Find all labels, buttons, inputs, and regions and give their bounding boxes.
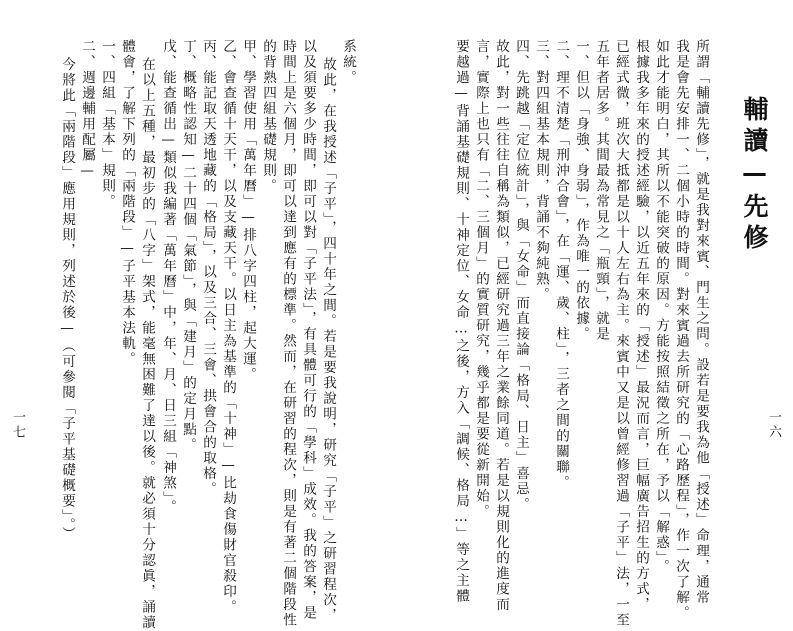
text-column: 故此，在我授述「子平」，四十年之間。若是要我說明，研究「子平」之研習程次， (320, 57, 336, 624)
text-column: 我是會先安排一、二個小時的時間。對來賓過去所研究的「心路歷程」，作一次了解。 (673, 39, 689, 622)
text-column: 要越過—背誦基礎規則、十神定位、女命…之後，方入「調候、格局…」等之主體 (453, 39, 469, 605)
text-column: 丙、能記取天透地藏的「格局」，以及三合、三會、拱會合的取格。 (200, 39, 216, 498)
text-column: 時間上是六個月，即可以達到應有的標準。然而，在研習的程次，則是有著二個階段性 (280, 39, 296, 628)
text-column: 丁、概略性認知—二十四個「氣節」，與「建月」的定月點。 (180, 39, 196, 454)
text-column: 所謂「輔讀先修」，就是我對來賓、門生之問。設若是要我為他「授述」命理，通常 (693, 39, 709, 606)
text-column: 戊、能查循出—類似我編著「萬年曆」中，年、月、日三組「神煞」。 (160, 39, 176, 516)
text-column: 五年者居多。其間最為常見之「瓶頸」，就是 (593, 39, 609, 343)
text-column: 根據我多年來的授述經驗，以近五年來的「授述」最況而言，巨幅廣告招生的方式， (633, 39, 649, 613)
text-column: 二、週邊輔用配屬— (79, 39, 95, 181)
text-column: 以及須要多少時間，即可以對「子平法」，有具體可行的「學科」成效。我的答案，是 (300, 39, 316, 622)
text-column: 甲、學習使用「萬年曆」—排八字四柱，起大運。 (240, 39, 256, 383)
text-column: 今將此「兩階段」應用規則，列述於後—（可參閱「子平基礎概要」。） (59, 57, 75, 542)
text-column: 如此才能明白，其所以不能突破的原因。方能按照結徵之所在，予以「解惑」。 (653, 39, 669, 575)
page-number: 一七 (10, 410, 25, 440)
text-column: 一、四組「基本」規則。 (99, 39, 115, 210)
text-column: 故此，對一些往往自稱為類似，已經研究過三年之業餘同道。若是以規則化的進度而 (493, 39, 509, 613)
page-number: 一六 (766, 410, 781, 440)
text-column: 系統。 (340, 39, 356, 86)
text-column: 乙、會查循十天干，以及支藏天干。以日主為基準的「十神」—比劫食傷財官殺印。 (220, 39, 236, 615)
text-column: 的背熟四組基礎規則。 (260, 39, 276, 194)
text-column: 言，實際上也只有「二、三個月」的實質研究，幾乎都是要從新開始。 (473, 39, 489, 520)
text-column: 一、但以「身強、身弱」，作為唯一的依據。 (573, 39, 589, 343)
right-page (397, 0, 793, 628)
section-title: 輔讀—先修 (740, 96, 769, 255)
text-column: 已經式微，班次大抵都是以十人左右為主。來賓中又是以曾經修習過「子平」法，一至 (613, 39, 629, 628)
text-column: 二、理不清楚「刑沖合會」，在「運、歲、柱」，三者之間的關聯。 (553, 39, 569, 491)
text-column: 四、先跳越「定位統計」，與「女命」而直接論「格局、日主」喜忌。 (513, 39, 529, 513)
text-column: 三、對四組基本規則，背誦不夠純熟。 (533, 39, 549, 303)
text-column: 體會，了解下列的「兩階段」—子平基本法軌。 (119, 39, 135, 367)
left-page (0, 0, 396, 631)
text-column: 在以上五種，最初步的「八字」架式，能毫無困難了達以後。就必須十分認眞，誦讀 (139, 57, 155, 631)
